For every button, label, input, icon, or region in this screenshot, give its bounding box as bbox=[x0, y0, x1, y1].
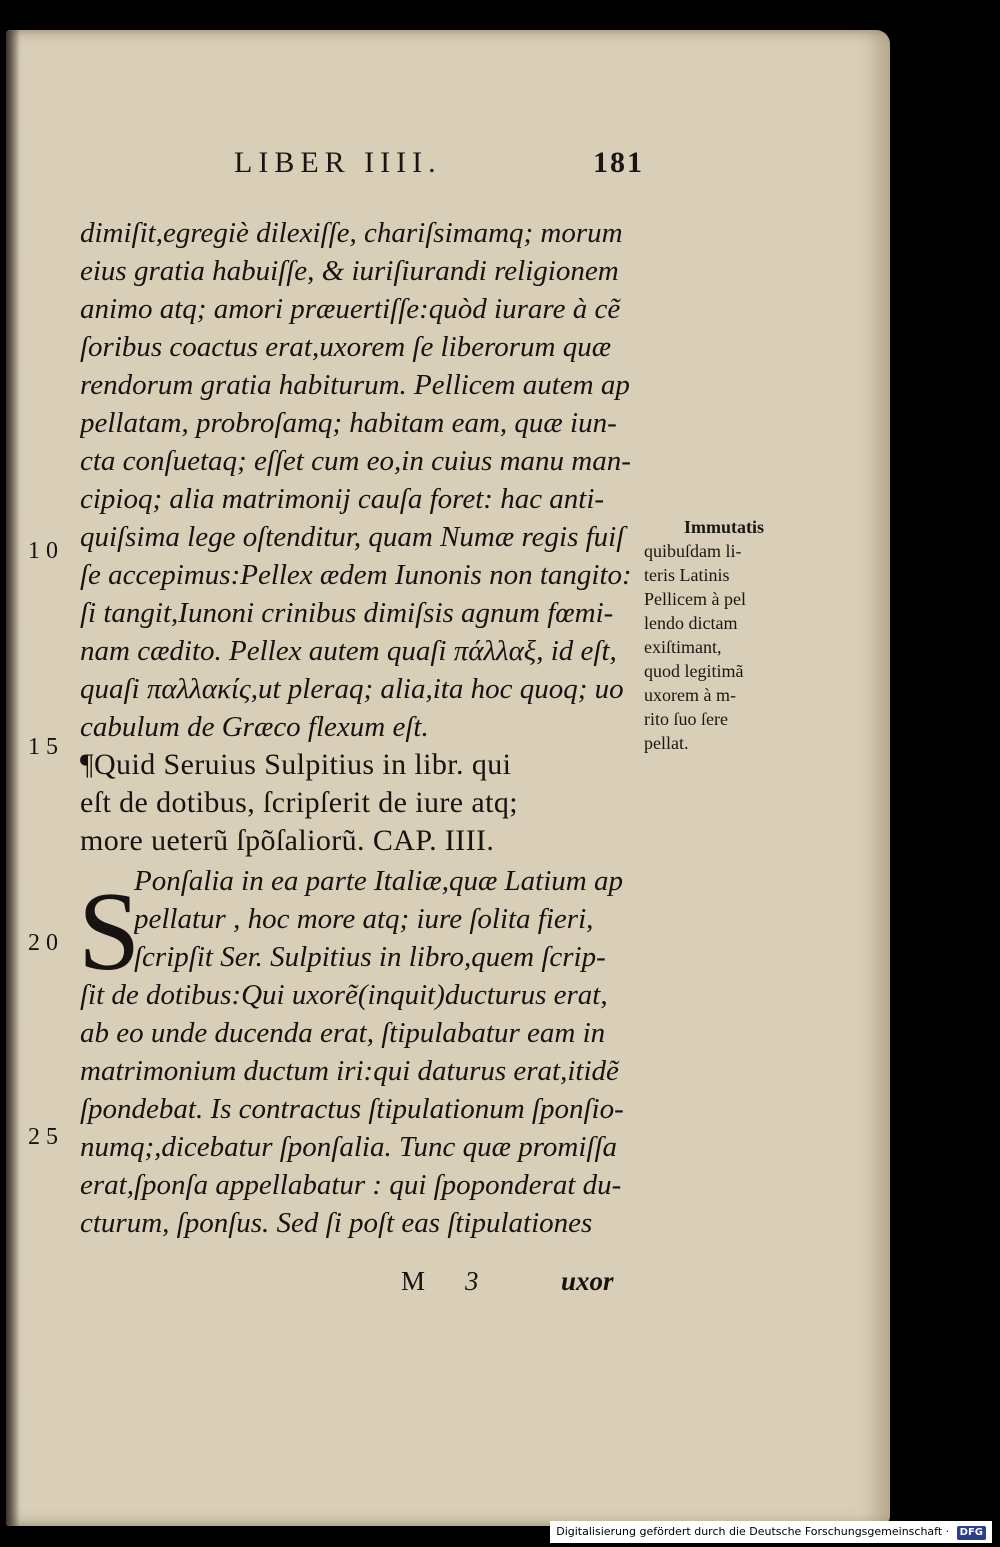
text-line: pellatam, probroſamq; habitam eam, quæ iun- bbox=[80, 407, 617, 439]
marginal-note-line: lendo dictam bbox=[644, 613, 738, 633]
text-line: ab eo unde ducenda erat, ſtipulabatur eam in bbox=[80, 1017, 606, 1049]
line-number: 25 bbox=[28, 1124, 64, 1150]
text-line: ſcripſit Ser. Sulpitius in libro,quem ſcrip- bbox=[134, 941, 606, 973]
digitization-credit bbox=[550, 1521, 992, 1543]
page-gutter-shadow bbox=[6, 30, 20, 1526]
text-line: ſpondebat. Is contractus ſtipulationum ſponſio- bbox=[80, 1093, 624, 1125]
marginal-note-line: pellat. bbox=[644, 733, 689, 753]
text-line: cipioq; alia matrimonij cauſa foret: hac anti- bbox=[80, 483, 605, 515]
marginal-note-line: Immutatis bbox=[684, 517, 764, 537]
marginal-note-line: Pellicem à pel bbox=[644, 589, 746, 609]
text-line: matrimonium ductum iri:qui daturus erat,itidẽ bbox=[80, 1055, 619, 1087]
text-line: Ponſalia in ea parte Italiæ,quæ Latium ap bbox=[134, 865, 623, 897]
folio-number: 181 bbox=[593, 146, 644, 179]
text-line: cta conſuetaq; eſſet cum eo,in cuius manu man- bbox=[80, 445, 631, 477]
chapter-heading-line: eſt de dotibus, ſcripſerit de iure atq; bbox=[80, 786, 518, 819]
text-line: erat,ſponſa appellabatur : qui ſpoponderat du- bbox=[80, 1169, 622, 1201]
marginal-note-line: exiſtimant, bbox=[644, 637, 722, 657]
text-line: rendorum gratia habiturum. Pellicem autem ap bbox=[80, 369, 630, 401]
marginal-note bbox=[644, 515, 794, 755]
text-line: quaſi παλλακίς,ut pleraq; alia,ita hoc quoq; uo bbox=[80, 673, 624, 705]
marginal-note-line: quod legitimã bbox=[644, 661, 744, 681]
credit-text: Digitalisierung gefördert durch die Deutsche Forschungsgemeinschaft · bbox=[556, 1525, 950, 1538]
text-line: nam cædito. Pellex autem quaſi πάλλαξ, id eſt, bbox=[80, 635, 617, 667]
marginal-note-line: uxorem à m- bbox=[644, 685, 736, 705]
page-header bbox=[234, 146, 644, 180]
line-number: 10 bbox=[28, 538, 64, 564]
text-line: ſi tangit,Iunoni crinibus dimiſsis agnum fœmi- bbox=[80, 597, 614, 629]
chapter-heading-line: more ueterũ ſpõſaliorũ. CAP. IIII. bbox=[80, 824, 495, 857]
running-head: LIBER IIII. bbox=[234, 146, 442, 179]
text-line: eius gratia habuiſſe, & iuriſiurandi religionem bbox=[80, 255, 619, 287]
text-line: animo atq; amori præuertiſſe:quòd iurare à cẽ bbox=[80, 293, 621, 325]
text-line: cturum, ſponſus. Sed ſi poſt eas ſtipulationes bbox=[80, 1207, 593, 1239]
drop-cap: S bbox=[78, 870, 141, 994]
chapter-heading-line: ¶Quid Seruius Sulpitius in libr. qui bbox=[80, 748, 512, 781]
marginal-note-line: teris Latinis bbox=[644, 565, 730, 585]
text-line: ſoribus coactus erat,uxorem ſe liberorum quæ bbox=[80, 331, 612, 363]
text-line: cabulum de Græco flexum eſt. bbox=[80, 711, 429, 743]
text-line: dimiſit,egregiè dilexiſſe, chariſsimamq; morum bbox=[80, 217, 623, 249]
text-line: ſit de dotibus:Qui uxorẽ(inquit)ducturus erat, bbox=[80, 979, 608, 1011]
marginal-note-line: quibuſdam li- bbox=[644, 541, 742, 561]
marginal-note-line: rito ſuo ſere bbox=[644, 709, 728, 729]
signature-number: 3 bbox=[465, 1266, 479, 1296]
text-line: numq;,dicebatur ſponſalia. Tunc quæ promiſſa bbox=[80, 1131, 618, 1163]
text-line: ſe accepimus:Pellex ædem Iunonis non tangito: bbox=[80, 559, 632, 591]
line-number: 15 bbox=[28, 734, 64, 760]
line-number: 20 bbox=[28, 930, 64, 956]
dfg-logo: DFG bbox=[957, 1526, 986, 1540]
book-page bbox=[6, 30, 890, 1526]
text-line: quiſsima lege oſtenditur, quam Numæ regis fuiſ bbox=[80, 521, 625, 553]
text-line: pellatur , hoc more atq; iure ſolita fieri, bbox=[134, 903, 594, 935]
catchword: uxor bbox=[561, 1266, 614, 1296]
signature-mark: M bbox=[401, 1266, 426, 1296]
